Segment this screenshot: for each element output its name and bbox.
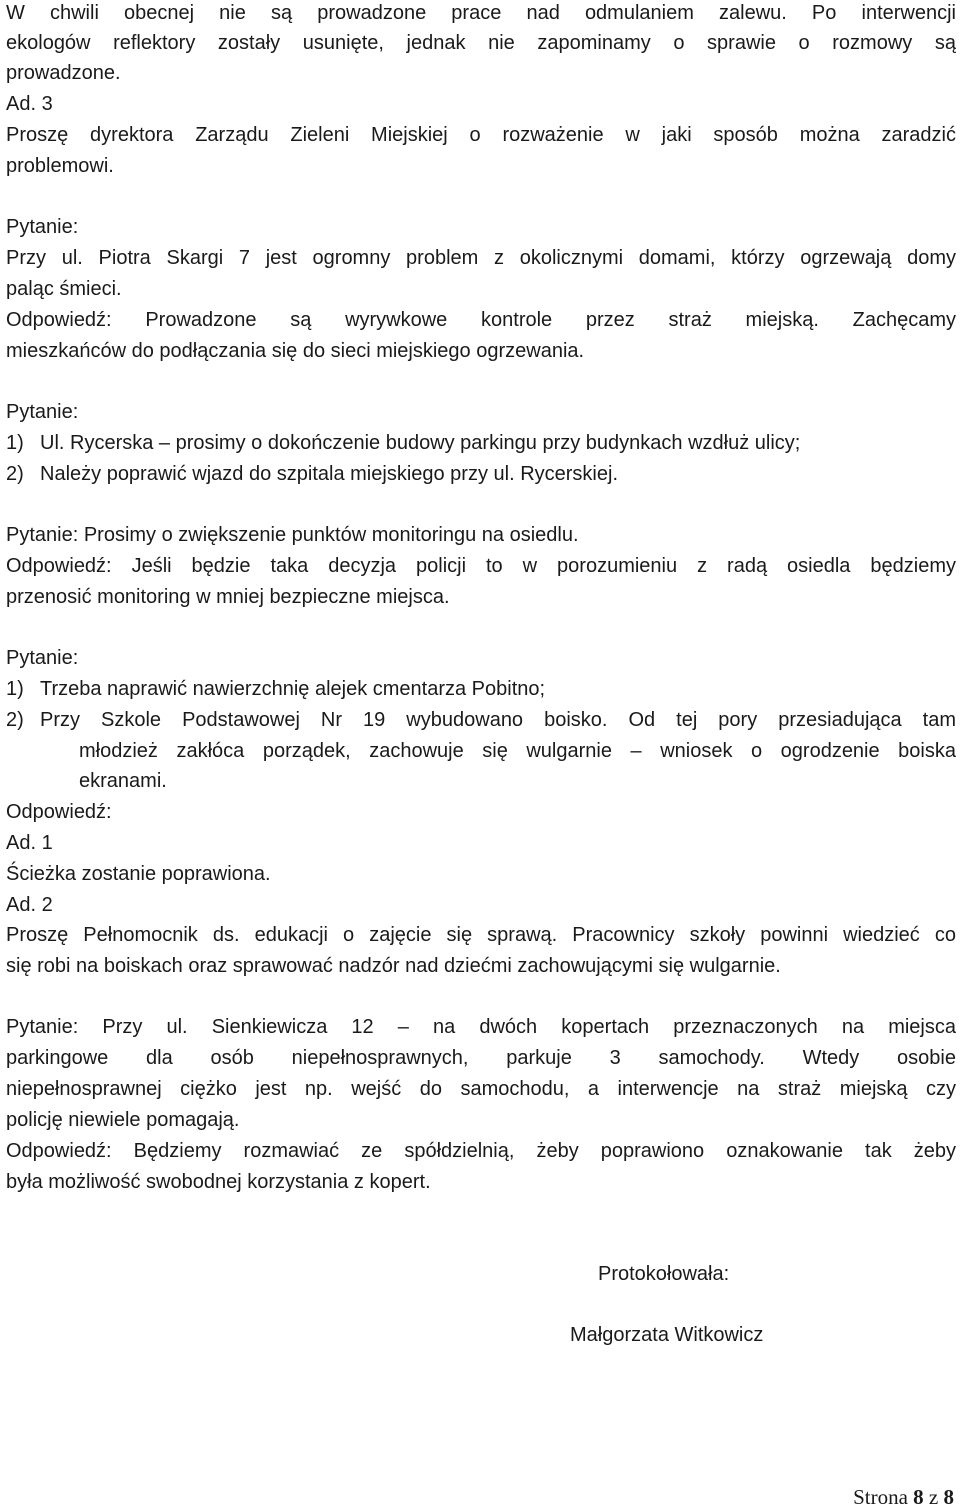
question-label: Pytanie:: [6, 401, 79, 423]
list-item-text: Ul. Rycerska – prosimy o dokończenie budowy parkingu przy budynkach wzdłuż ulicy;: [40, 432, 801, 454]
text-line: Ścieżka zostanie poprawiona.: [6, 863, 271, 885]
list-item-text: Przy Szkole Podstawowej Nr 19 wybudowano boisko. Od tej pory przesiadująca tam: [40, 709, 956, 731]
text-line: Proszę Pełnomocnik ds. edukacji o zajęcie się sprawą. Pracownicy szkoły powinni wiedzieć co: [6, 924, 956, 946]
list-item: [6, 707, 956, 733]
question-line: Pytanie: Przy ul. Sienkiewicza 12 – na dwóch kopertach przeznaczonych na miejsca: [6, 1016, 956, 1038]
question-label: Pytanie:: [6, 216, 79, 238]
section-label: Ad. 3: [6, 93, 53, 115]
text-line: Proszę dyrektora Zarządu Zieleni Miejskiej o rozważenie w jaki sposób można zaradzić: [6, 124, 956, 146]
footer-prefix: Strona: [853, 1485, 908, 1509]
answer-line: Odpowiedź: Prowadzone są wyrywkowe kontrole przez straż miejską. Zachęcamy: [6, 309, 956, 331]
answer-line: Odpowiedź: Będziemy rozmawiać ze spółdzielnią, żeby poprawiono oznakowanie tak żeby: [6, 1140, 956, 1162]
list-number: 1): [6, 432, 24, 454]
text-line: była możliwość swobodnej korzystania z kopert.: [6, 1171, 431, 1193]
footer-page-number: 8: [913, 1485, 924, 1509]
answer-line: Odpowiedź: Jeśli będzie taka decyzja policji to w porozumieniu z radą osiedla będziemy: [6, 555, 956, 577]
text-line: Przy ul. Piotra Skargi 7 jest ogromny problem z okolicznymi domami, którzy ogrzewają domy: [6, 247, 956, 269]
list-item-text: Należy poprawić wjazd do szpitala miejskiego przy ul. Rycerskiej.: [40, 463, 618, 485]
text-line: ekologów reflektory zostały usunięte, jednak nie zapominamy o sprawie o rozmowy są: [6, 32, 956, 54]
answer-label: Odpowiedź:: [6, 801, 112, 823]
list-item: [6, 461, 956, 487]
text-line: problemowi.: [6, 155, 114, 177]
page-footer: [853, 1485, 954, 1510]
section-label: Ad. 1: [6, 832, 53, 854]
list-number: 1): [6, 678, 24, 700]
signature-label: Protokołowała:: [598, 1263, 730, 1285]
text-line: policję niewiele pomagają.: [6, 1109, 240, 1131]
text-line: się robi na boiskach oraz sprawować nadzór nad dziećmi zachowującymi się wulgarnie.: [6, 955, 781, 977]
question-line: Pytanie: Prosimy o zwiększenie punktów monitoringu na osiedlu.: [6, 524, 579, 546]
text-line: prowadzone.: [6, 62, 121, 84]
text-line: paląc śmieci.: [6, 278, 122, 300]
text-line: przenosić monitoring w mniej bezpieczne miejsca.: [6, 586, 450, 608]
footer-page-total: 8: [943, 1485, 954, 1509]
list-number: 2): [6, 463, 24, 485]
text-line: ekranami.: [79, 770, 167, 792]
text-line: W chwili obecnej nie są prowadzone prace nad odmulaniem zalewu. Po interwencji: [6, 2, 956, 24]
text-line: niepełnosprawnej ciężko jest np. wejść do samochodu, a interwencje na straż miejską czy: [6, 1078, 956, 1100]
signature-name: Małgorzata Witkowicz: [570, 1324, 764, 1346]
section-label: Ad. 2: [6, 894, 53, 916]
text-line: parkingowe dla osób niepełnosprawnych, parkuje 3 samochody. Wtedy osobie: [6, 1047, 956, 1069]
text-line: mieszkańców do podłączania się do sieci miejskiego ogrzewania.: [6, 340, 585, 362]
list-item-text: Trzeba naprawić nawierzchnię alejek cmentarza Pobitno;: [40, 678, 546, 700]
footer-separator: z: [928, 1485, 939, 1509]
list-item: [6, 676, 956, 702]
list-number: 2): [6, 709, 24, 731]
list-item: [6, 430, 956, 456]
question-label: Pytanie:: [6, 647, 79, 669]
text-line: młodzież zakłóca porządek, zachowuje się wulgarnie – wniosek o ogrodzenie boiska: [79, 740, 956, 762]
